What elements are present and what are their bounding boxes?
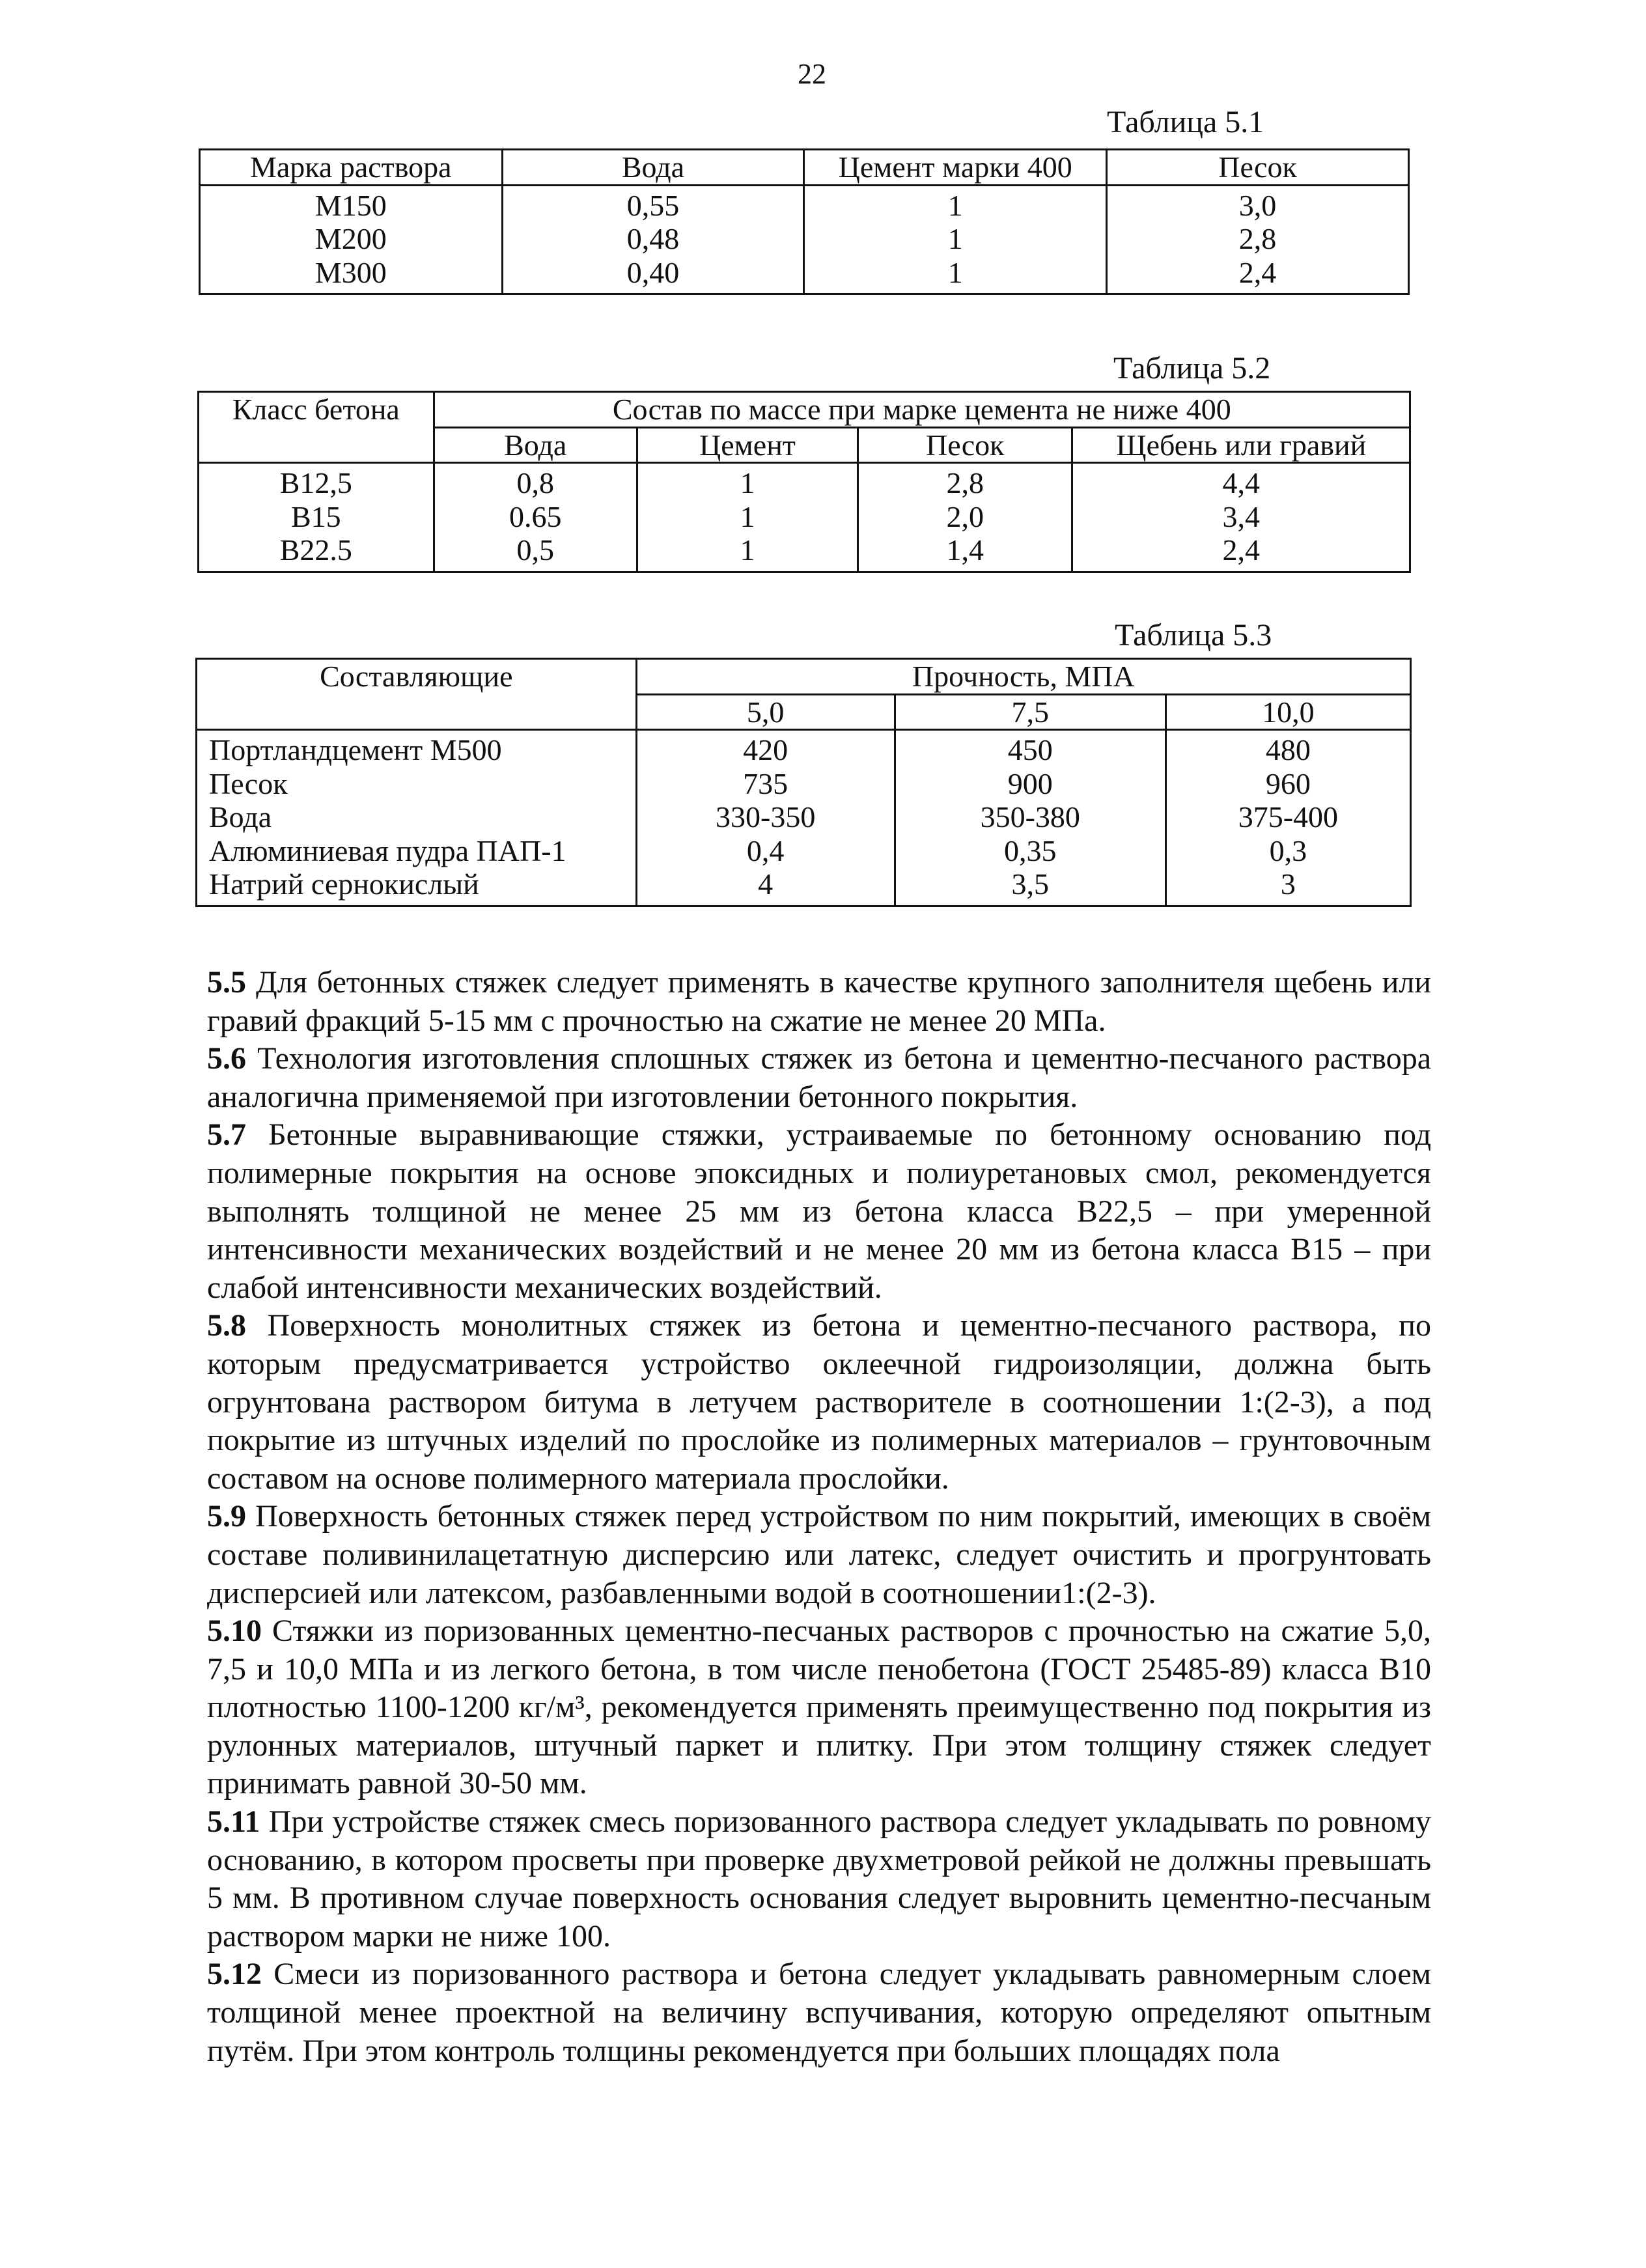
clause-text: Поверхность бетонных стяжек перед устройством по ним покрытий, имеющих в своём составе поливинилацетатную дисперсию или латекс, следует очистить и прогрунтовать дисперсией или латексом, разбавленными водой в соотношении1:(2-3). (207, 1499, 1431, 1610)
table-row (200, 185, 1409, 222)
clause-number: 5.5 (207, 965, 246, 1000)
table-cell: Вода (197, 800, 637, 834)
column-header: Вода (434, 427, 637, 463)
table-cell: 2,4 (1072, 533, 1410, 572)
table-cell: 0,8 (434, 463, 637, 500)
clause-number: 5.7 (207, 1117, 246, 1153)
column-header: 7,5 (895, 694, 1165, 730)
table-5-1-caption: Таблица 5.1 (1107, 105, 1264, 139)
table-5-1 (199, 148, 1410, 295)
clause-number: 5.6 (207, 1041, 246, 1076)
table-cell: 450 (895, 730, 1165, 767)
table-5-3 (195, 658, 1412, 907)
table-row (197, 834, 1411, 868)
table-cell: 0,40 (502, 256, 804, 294)
column-header: Марка раствора (200, 150, 503, 186)
table-row (197, 800, 1411, 834)
table-header-row (197, 659, 1411, 695)
clause-number: 5.11 (207, 1804, 260, 1840)
page-number: 22 (798, 58, 826, 90)
clause-text: Поверхность монолитных стяжек из бетона и цементно-песчаного раствора, по которым предусматривается устройство оклеечной гидроизоляции, должна быть огрунтована раствором битума в летучем растворителе в соотношении 1:(2-3), а под покрытие из штучных изделий по прослойке из полимерных материалов – грунтовочным составом на основе полимерного материала прослойки. (207, 1308, 1431, 1496)
paragraph-5-7 (207, 1116, 1431, 1307)
table-cell: 1 (637, 533, 858, 572)
table-cell: 4 (636, 867, 895, 906)
table-cell: 900 (895, 767, 1165, 801)
table-cell: 1 (637, 463, 858, 500)
table-cell: 0.65 (434, 500, 637, 534)
table-cell: 960 (1165, 767, 1410, 801)
table-row (200, 222, 1409, 256)
table-cell: 330-350 (636, 800, 895, 834)
table-row (200, 256, 1409, 294)
table-header-row (200, 150, 1409, 186)
table-cell: 2,4 (1107, 256, 1409, 294)
clause-text: Бетонные выравнивающие стяжки, устраиваемые по бетонному основанию под полимерные покрытия на основе эпоксидных и полиуретановых смол, рекомендуется выполнять толщиной не менее 25 мм из бетона класса В22,5 – при умеренной интенсивности механических воздействий и не менее 20 мм из бетона класса В15 – при слабой интенсивности механических воздействий. (207, 1117, 1431, 1305)
column-header: Песок (858, 427, 1072, 463)
paragraph-5-8 (207, 1307, 1431, 1498)
clause-number: 5.10 (207, 1614, 262, 1649)
paragraph-5-5 (207, 964, 1431, 1040)
table-cell: В22.5 (199, 533, 434, 572)
table-cell: 3 (1165, 867, 1410, 906)
clause-text: Для бетонных стяжек следует применять в качестве крупного заполнителя щебень или гравий фракций 5-15 мм с прочностью на сжатие не менее 20 МПа. (207, 965, 1431, 1038)
table-5-2 (197, 391, 1411, 573)
table-cell: В15 (199, 500, 434, 534)
column-header: Класс бетона (199, 392, 434, 463)
table-cell: 3,5 (895, 867, 1165, 906)
table-row (199, 500, 1410, 534)
table-5-2-caption: Таблица 5.2 (1113, 351, 1271, 385)
column-group-header: Состав по массе при марке цемента не ниже 400 (434, 392, 1410, 428)
table-cell: В12,5 (199, 463, 434, 500)
table-cell: Портландцемент М500 (197, 730, 637, 767)
clause-number: 5.12 (207, 1957, 262, 1992)
table-cell: 0,4 (636, 834, 895, 868)
table-cell: 0,48 (502, 222, 804, 256)
table-cell: 0,55 (502, 185, 804, 222)
clause-text: При устройстве стяжек смесь поризованного раствора следует укладывать по ровному основанию, в котором просветы при проверке двухметровой рейкой не должны превышать 5 мм. В противном случае поверхность основания следует выровнить цементно-песчаным раствором марки не ниже 100. (207, 1804, 1431, 1953)
paragraph-5-9 (207, 1498, 1431, 1612)
body-text (207, 964, 1431, 2070)
clause-text: Технология изготовления сплошных стяжек из бетона и цементно-песчаного раствора аналогична применяемой при изготовлении бетонного покрытия. (207, 1041, 1431, 1114)
table-cell: Алюминиевая пудра ПАП-1 (197, 834, 637, 868)
column-header: Цемент марки 400 (804, 150, 1107, 186)
table-header-row (199, 392, 1410, 428)
table-cell: Песок (197, 767, 637, 801)
column-header: Составляющие (197, 659, 637, 730)
clause-text: Смеси из поризованного раствора и бетона следует укладывать равномерным слоем толщиной менее проектной на величину вспучивания, которую определяют опытным путём. При этом контроль толщины рекомендуется при больших площадях пола (207, 1957, 1431, 2068)
table-cell: 0,5 (434, 533, 637, 572)
table-cell: 1 (804, 256, 1107, 294)
paragraph-5-10 (207, 1612, 1431, 1803)
column-group-header: Прочность, МПА (636, 659, 1410, 695)
paragraph-5-11 (207, 1803, 1431, 1955)
column-header: 10,0 (1165, 694, 1410, 730)
column-header: Щебень или гравий (1072, 427, 1410, 463)
table-cell: 0,3 (1165, 834, 1410, 868)
table-cell: 2,8 (858, 463, 1072, 500)
table-cell: М150 (200, 185, 503, 222)
table-cell: 480 (1165, 730, 1410, 767)
table-cell: М300 (200, 256, 503, 294)
table-cell: 4,4 (1072, 463, 1410, 500)
table-cell: 0,35 (895, 834, 1165, 868)
column-header: Цемент (637, 427, 858, 463)
column-header: 5,0 (636, 694, 895, 730)
table-cell: 1 (637, 500, 858, 534)
table-cell: М200 (200, 222, 503, 256)
table-row (199, 463, 1410, 500)
table-cell: 735 (636, 767, 895, 801)
table-row (197, 767, 1411, 801)
paragraph-5-12 (207, 1955, 1431, 2070)
column-header: Песок (1107, 150, 1409, 186)
table-cell: 2,0 (858, 500, 1072, 534)
table-cell: 1,4 (858, 533, 1072, 572)
clause-number: 5.9 (207, 1499, 246, 1534)
table-cell: 2,8 (1107, 222, 1409, 256)
clause-number: 5.8 (207, 1308, 246, 1343)
table-row (199, 533, 1410, 572)
table-cell: 375-400 (1165, 800, 1410, 834)
table-row (197, 867, 1411, 906)
table-cell: 1 (804, 185, 1107, 222)
table-5-3-caption: Таблица 5.3 (1115, 618, 1272, 652)
clause-text: Стяжки из поризованных цементно-песчаных растворов с прочностью на сжатие 5,0, 7,5 и 10,0 МПа и из легкого бетона, в том числе пенобетона (ГОСТ 25485-89) класса В10 плотностью 1100-1200 кг/м³, рекомендуется применять преимущественно под покрытия из рулонных материалов, штучный паркет и плитку. При этом толщину стяжек следует принимать равной 30-50 мм. (207, 1614, 1431, 1801)
column-header: Вода (502, 150, 804, 186)
table-cell: 1 (804, 222, 1107, 256)
table-row (197, 730, 1411, 767)
table-cell: Натрий сернокислый (197, 867, 637, 906)
table-cell: 3,4 (1072, 500, 1410, 534)
table-cell: 420 (636, 730, 895, 767)
paragraph-5-6 (207, 1040, 1431, 1116)
table-cell: 350-380 (895, 800, 1165, 834)
table-cell: 3,0 (1107, 185, 1409, 222)
